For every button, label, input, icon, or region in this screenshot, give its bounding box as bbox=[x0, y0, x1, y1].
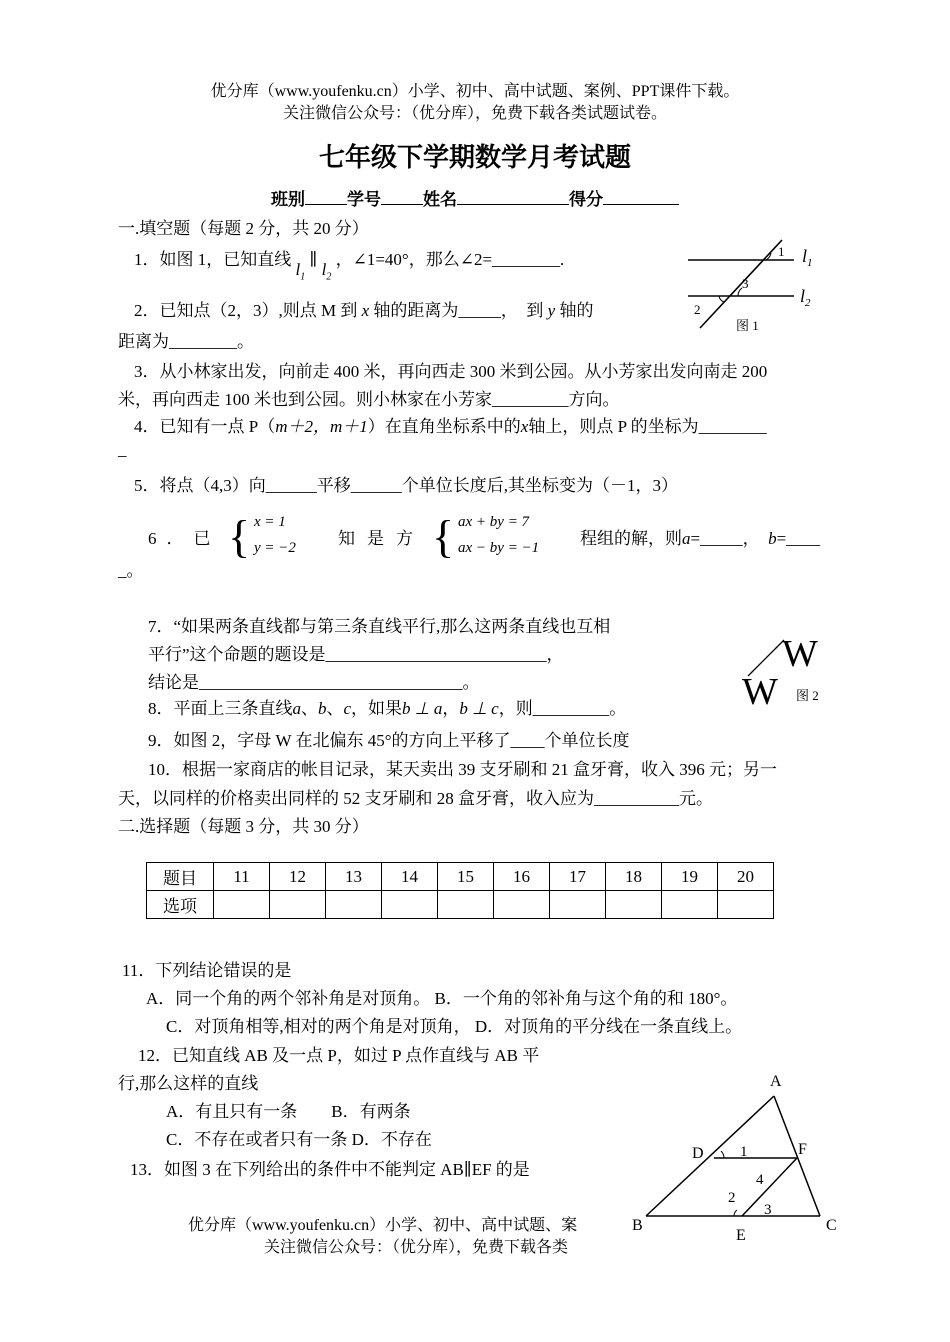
q6-text-d: =_____， bbox=[690, 529, 752, 548]
figure-3 bbox=[630, 1064, 850, 1250]
question-1 bbox=[134, 245, 565, 283]
q8-sep-2: 、 bbox=[326, 699, 344, 718]
fig1-angle-3: 3 bbox=[742, 276, 749, 291]
q6-text-b: 知是方 bbox=[338, 529, 425, 548]
table-cell: 12 bbox=[270, 863, 326, 891]
question-8: 8．平面上三条直线a、b、c，如果b ⊥ a，b ⊥ c，则_________。 bbox=[148, 699, 627, 718]
transversal bbox=[700, 240, 782, 328]
sys1-eq2: y = −2 bbox=[254, 540, 296, 556]
fig3-label-d: D bbox=[692, 1145, 704, 1162]
table-cell: 14 bbox=[382, 863, 438, 891]
question-10-line-1: 10．根据一家商店的帐目记录，某天卖出 39 支牙刷和 21 盒牙膏，收入 396 元；另一 bbox=[148, 760, 777, 779]
fig3-label-b: B bbox=[632, 1217, 643, 1234]
q6-text-e: =____ bbox=[776, 529, 821, 548]
answer-cell[interactable] bbox=[214, 891, 270, 919]
q8-perp-1: b ⊥ a bbox=[402, 699, 443, 718]
fig2-w-bottom: W bbox=[742, 671, 778, 710]
answer-cell[interactable] bbox=[494, 891, 550, 919]
q4-text-d: 轴上，则点 P 的坐标为________ bbox=[528, 417, 767, 436]
q1-parallel: ∥ bbox=[309, 250, 318, 269]
page-title: 七年级下学期数学月考试题 bbox=[318, 143, 631, 172]
q2-text-b: 轴的距离为_____， 到 bbox=[373, 301, 544, 320]
footer-line-2: 关注微信公众号：（优分库），免费下载各类 bbox=[264, 1239, 569, 1256]
question-12-line-2: 行,那么这样的直线 bbox=[118, 1074, 259, 1093]
sys2-eq1: ax + by = 7 bbox=[458, 514, 530, 530]
q6-text-c1: 程组的解，则 bbox=[580, 529, 682, 548]
fig2-caption: 图 2 bbox=[796, 688, 819, 703]
q1-text-a: 1．如图 1，已知直线 bbox=[134, 250, 292, 269]
question-2 bbox=[134, 296, 593, 321]
question-12-options-cd: C．不存在或者只有一条 D．不存在 bbox=[166, 1130, 432, 1149]
fig3-angle-1: 1 bbox=[740, 1144, 748, 1160]
fig3-angle-4: 4 bbox=[756, 1172, 764, 1188]
q8-perp-2: b ⊥ c bbox=[459, 699, 499, 718]
q1-l1: $l_1$ bbox=[295, 260, 306, 283]
brace-2: { bbox=[432, 511, 455, 562]
question-3-line-1: 3．从小林家出发，向前走 400 米，再向西走 300 米到公园。从小芳家出发向南走 200 bbox=[134, 362, 768, 381]
score-blank[interactable] bbox=[603, 190, 679, 205]
fig3-label-f: F bbox=[798, 1141, 807, 1158]
score-label: 得分 bbox=[569, 190, 603, 209]
number-label: 学号 bbox=[347, 190, 381, 209]
question-7-line-2: 平行”这个命题的题设是__________________________， bbox=[148, 645, 564, 664]
question-7-line-3: 结论是_______________________________。 bbox=[148, 673, 480, 692]
table-row bbox=[147, 891, 774, 919]
class-label: 班别 bbox=[271, 190, 305, 209]
answer-cell[interactable] bbox=[550, 891, 606, 919]
question-11-stem: 11．下列结论错误的是 bbox=[122, 961, 292, 980]
question-11-options-cd: C．对顶角相等,相对的两个角是对顶角， D．对顶角的平分线在一条直线上。 bbox=[166, 1017, 743, 1036]
question-11-options-ab: A．同一个角的两个邻补角是对顶角。 B．一个角的邻补角与这个角的和 180°。 bbox=[146, 989, 738, 1008]
q6-text-c bbox=[580, 524, 820, 549]
name-label: 姓名 bbox=[423, 190, 457, 209]
question-12-line-1: 12．已知直线 AB 及一点 P，如过 P 点作直线与 AB 平 bbox=[138, 1046, 540, 1065]
q1-l2: $l_2$ bbox=[321, 260, 332, 283]
fig3-arc-1 bbox=[721, 1151, 724, 1158]
system-2 bbox=[432, 508, 572, 566]
q8-b: b bbox=[318, 699, 327, 718]
q6-b: b bbox=[768, 529, 777, 548]
fig2-w-top: W bbox=[782, 633, 818, 675]
footer-line-1: 优分库（www.youfenku.cn）小学、初中、高中试题、案 bbox=[188, 1217, 578, 1234]
answer-cell[interactable] bbox=[382, 891, 438, 919]
fig3-angle-2: 2 bbox=[728, 1190, 736, 1206]
answer-cell[interactable] bbox=[438, 891, 494, 919]
question-2-cont: 距离为________。 bbox=[118, 332, 254, 351]
q4-text-c: ）在直角坐标系中的 bbox=[367, 417, 521, 436]
answer-cell[interactable] bbox=[718, 891, 774, 919]
table-cell: 19 bbox=[662, 863, 718, 891]
section-2-heading: 二.选择题（每题 3 分，共 30 分） bbox=[118, 817, 369, 836]
fig1-angle-2: 2 bbox=[694, 302, 701, 317]
q4-coords: m＋2，m＋1 bbox=[275, 417, 368, 436]
side-ab bbox=[646, 1096, 774, 1216]
fig3-arc-2 bbox=[734, 1210, 737, 1216]
q8-sep-1: 、 bbox=[301, 699, 318, 718]
q4-x: x bbox=[520, 417, 529, 436]
q2-y: y bbox=[547, 301, 556, 320]
q1-text-c: ，∠1=40°，那么∠2=________. bbox=[335, 250, 565, 269]
table-cell: 11 bbox=[214, 863, 270, 891]
class-blank[interactable] bbox=[305, 190, 347, 205]
sys1-eq1: x = 1 bbox=[254, 514, 286, 530]
answer-cell[interactable] bbox=[662, 891, 718, 919]
header-line-2: 关注微信公众号：（优分库），免费下载各类试题试卷。 bbox=[282, 105, 667, 122]
q8-text-c: ，则_________。 bbox=[498, 699, 627, 718]
table-cell: 18 bbox=[606, 863, 662, 891]
answer-cell[interactable] bbox=[270, 891, 326, 919]
student-info bbox=[0, 185, 950, 210]
header-line-1: 优分库（www.youfenku.cn）小学、初中、高中试题、案例、PPT课件下载。 bbox=[210, 83, 740, 100]
table-cell: 15 bbox=[438, 863, 494, 891]
system-1 bbox=[228, 508, 318, 566]
table-answer-label: 选项 bbox=[147, 891, 214, 919]
angle-2-arc bbox=[719, 296, 724, 302]
fig1-l2-label: $l_2$ bbox=[800, 286, 811, 309]
number-blank[interactable] bbox=[381, 190, 423, 205]
q2-text-c: 轴的 bbox=[559, 301, 594, 320]
q6-a: a bbox=[682, 529, 691, 548]
q6-text-a: 6．已 bbox=[148, 529, 221, 548]
q8-text-a: 8．平面上三条直线 bbox=[148, 699, 293, 718]
question-7-line-1: 7．“如果两条直线都与第三条直线平行,那么这两条直线也互相 bbox=[148, 617, 611, 636]
fig3-label-a: A bbox=[770, 1073, 782, 1090]
question-4 bbox=[134, 412, 767, 437]
question-3-line-2: 米，再向西走 100 米也到公园。则小林家在小芳家_________方向。 bbox=[118, 390, 620, 409]
brace-1: { bbox=[228, 511, 251, 562]
figure-1 bbox=[684, 236, 824, 336]
question-4-cont: _ bbox=[118, 440, 127, 459]
fig1-angle-1: 1 bbox=[778, 244, 785, 259]
q4-text-a: 4．已知有一点 P（ bbox=[134, 417, 276, 436]
table-cell: 13 bbox=[326, 863, 382, 891]
q6-text-f: _。 bbox=[118, 561, 144, 580]
table-row bbox=[147, 863, 774, 891]
sys2-eq2: ax − by = −1 bbox=[458, 540, 540, 556]
table-header-label: 题目 bbox=[147, 863, 214, 891]
fig3-label-c: C bbox=[826, 1217, 837, 1234]
side-ac bbox=[774, 1096, 820, 1216]
question-5: 5．将点（4,3）向______平移______个单位长度后,其坐标变为（－1，3） bbox=[134, 476, 678, 495]
table-cell: 16 bbox=[494, 863, 550, 891]
fig3-label-e: E bbox=[736, 1227, 746, 1244]
fig1-l1-label: $l_1$ bbox=[802, 246, 813, 269]
table-cell: 17 bbox=[550, 863, 606, 891]
name-blank[interactable] bbox=[457, 190, 569, 205]
table-cell: 20 bbox=[718, 863, 774, 891]
fig3-angle-3: 3 bbox=[764, 1202, 772, 1218]
q2-text-a: 2．已知点（2，3）,则点 M 到 bbox=[134, 301, 358, 320]
q8-c: c bbox=[343, 699, 352, 718]
fig1-caption: 图 1 bbox=[736, 318, 759, 333]
answer-cell[interactable] bbox=[326, 891, 382, 919]
q8-a: a bbox=[292, 699, 301, 718]
question-13: 13．如图 3 在下列给出的条件中不能判定 AB∥EF 的是 bbox=[130, 1160, 530, 1179]
question-12-options-ab: A．有且只有一条 B．有两条 bbox=[166, 1102, 411, 1121]
q8-text-b: ，如果 bbox=[351, 699, 403, 718]
q2-x: x bbox=[361, 301, 370, 320]
question-10-line-2: 天，以同样的价格卖出同样的 52 支牙刷和 28 盒牙膏，收入应为__________元。 bbox=[118, 789, 713, 808]
answer-cell[interactable] bbox=[606, 891, 662, 919]
section-1-heading: 一.填空题（每题 2 分，共 20 分） bbox=[118, 219, 369, 238]
figure-2 bbox=[740, 630, 840, 710]
answer-table bbox=[146, 862, 774, 919]
question-9: 9．如图 2，字母 W 在北偏东 45°的方向上平移了____个单位长度 bbox=[148, 731, 630, 750]
